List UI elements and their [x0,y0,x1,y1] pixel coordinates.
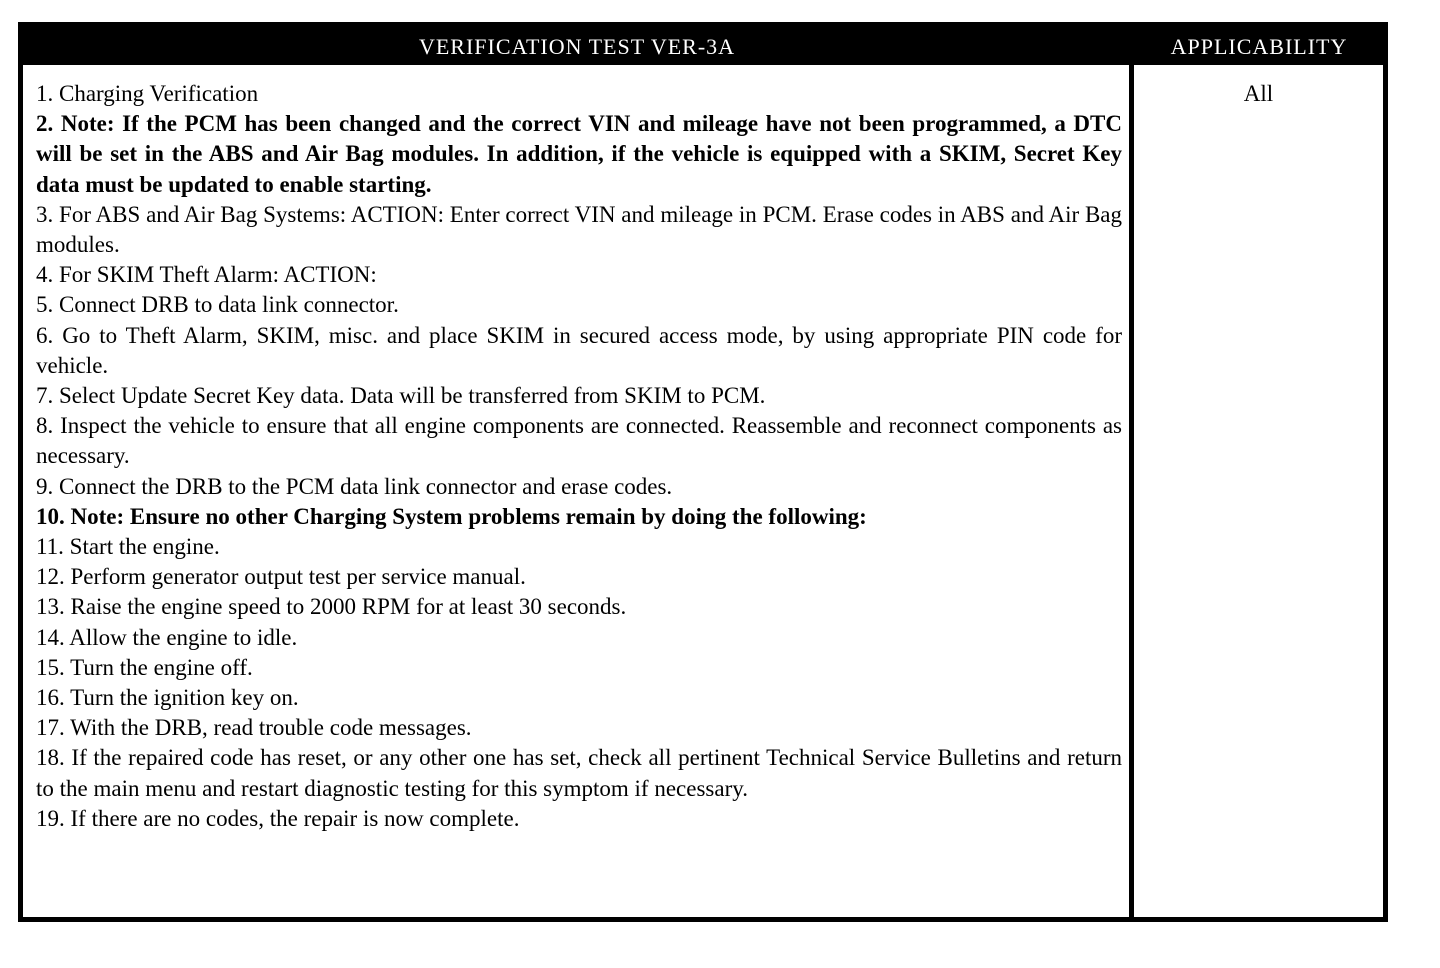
test-title: VERIFICATION TEST VER-3A [418,34,736,59]
step-1: 1. Charging Verification [36,81,259,106]
applicability-header: APPLICABILITY [1170,34,1348,59]
step-12: 12. Perform generator output test per service manual. [36,564,526,590]
step-8: 8. Inspect the vehicle to ensure that all engine components are connected. Reassemble and reconnect components as necessary. [36,413,1122,469]
step-6: 6. Go to Theft Alarm, SKIM, misc. and place SKIM in secured access mode, by using appropriate PIN code for vehicle. [36,322,1122,378]
step-16: 16. Turn the ignition key on. [36,685,299,711]
step-3: 3. For ABS and Air Bag Systems: ACTION: Enter correct VIN and mileage in PCM. Erase codes in ABS and Air Bag modules. [36,201,1122,258]
column-divider [1129,65,1134,917]
step-13: 13. Raise the engine speed to 2000 RPM for at least 30 seconds. [36,594,627,620]
step-14: 14. Allow the engine to idle. [36,624,298,650]
step-19: 19. If there are no codes, the repair is now complete. [36,805,520,831]
step-4: 4. For SKIM Theft Alarm: ACTION: [36,262,377,288]
step-11: 11. Start the engine. [36,534,220,560]
step-2: 2. Note: If the PCM has been changed and the correct VIN and mileage have not been programmed, a DTC will be set in the ABS and Air Bag modules. In addition, if the vehicle is equipped with a SKIM, Secret Key data must be updated to enable starting. [36,111,1122,197]
step-15: 15. Turn the engine off. [36,654,253,680]
step-10: 10. Note: Ensure no other Charging System problems remain by doing the following: [36,503,867,529]
step-5: 5. Connect DRB to data link connector. [36,292,399,318]
verification-test-table [18,22,1388,922]
step-17: 17. With the DRB, read trouble code messages. [36,715,472,741]
applicability-value: All [1243,81,1274,106]
table-header [23,27,1383,65]
step-9: 9. Connect the DRB to the PCM data link connector and erase codes. [36,473,673,499]
steps-list [36,79,1122,834]
step-7: 7. Select Update Secret Key data. Data will be transferred from SKIM to PCM. [36,383,766,409]
step-18: 18. If the repaired code has reset, or any other one has set, check all pertinent Technical Service Bulletins and return to the main menu and restart diagnostic testing for this symptom if necessary. [36,745,1122,801]
